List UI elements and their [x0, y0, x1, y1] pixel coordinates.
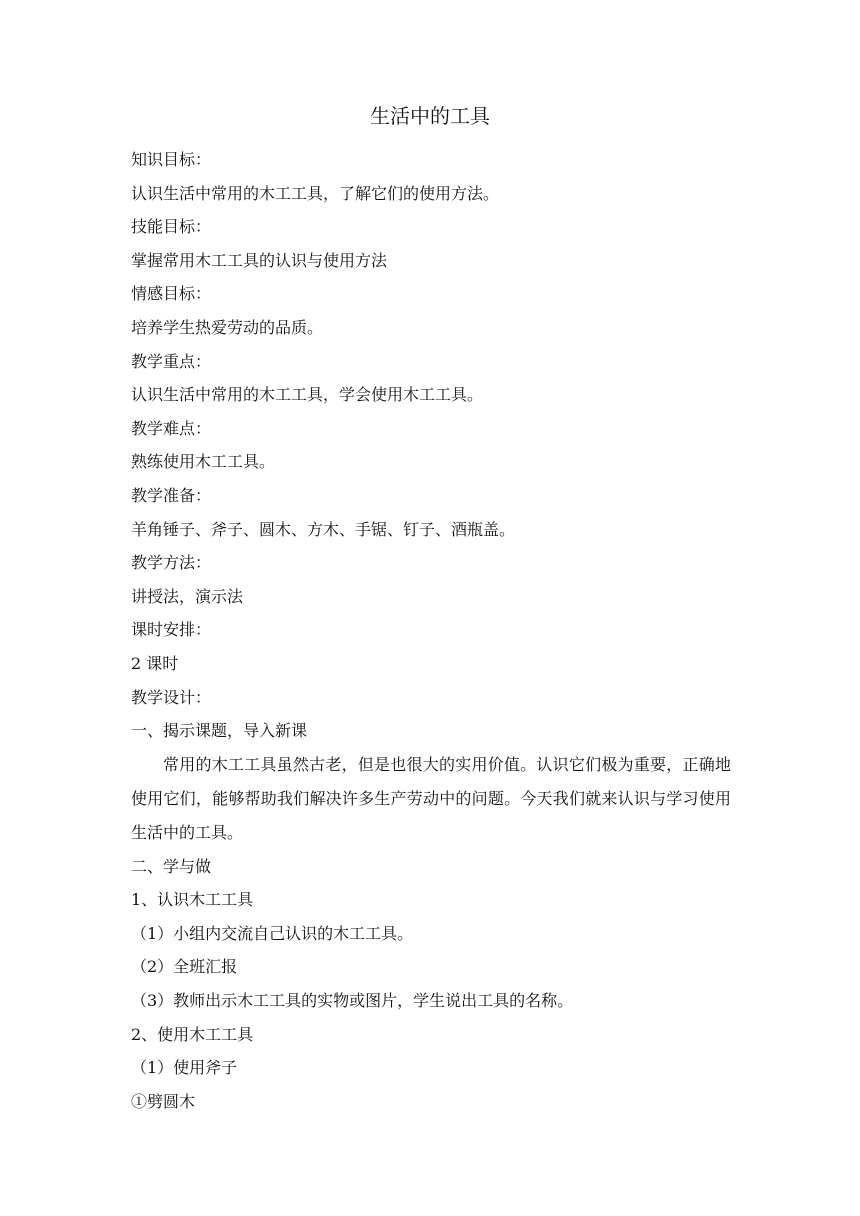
- heading-emotion-goal: 情感目标：: [131, 284, 212, 304]
- heading-key-point: 教学重点：: [131, 351, 212, 371]
- heading-preparation: 教学准备：: [131, 485, 212, 505]
- schedule-text: 2 课时: [131, 653, 179, 673]
- subsection-1-heading: 1、认识木工工具: [131, 890, 254, 910]
- heading-knowledge-goal: 知识目标：: [131, 150, 212, 169]
- heading-schedule: 课时安排：: [131, 620, 212, 640]
- list-item: （3）教师出示木工工具的实物或图片，学生说出工具的名称。: [131, 991, 574, 1011]
- document-body: [131, 143, 731, 1118]
- key-point-text: 认识生活中常用的木工工具，学会使用木工工具。: [131, 385, 484, 405]
- preparation-text: 羊角锤子、斧子、圆木、方木、手锯、钉子、酒瓶盖。: [131, 519, 516, 539]
- section-one-heading: 一、揭示课题，导入新课: [131, 721, 308, 741]
- knowledge-goal-text: 认识生活中常用的木工工具，了解它们的使用方法。: [131, 183, 500, 203]
- difficulty-text: 熟练使用木工工具。: [131, 452, 276, 472]
- list-item: （2）全班汇报: [131, 957, 238, 977]
- emotion-goal-text: 培养学生热爱劳动的品质。: [131, 317, 324, 337]
- document-title: 生活中的工具: [370, 104, 490, 128]
- list-item: ①劈圆木: [131, 1091, 196, 1111]
- list-item: （1）使用斧子: [131, 1058, 238, 1078]
- method-text: 讲授法，演示法: [131, 586, 244, 606]
- section-two-heading: 二、学与做: [131, 856, 212, 876]
- skill-goal-text: 掌握常用木工工具的认识与使用方法: [131, 250, 388, 270]
- intro-paragraph: 常用的木工工具虽然古老，但是也很大的实用价值。认识它们极为重要，正确地使用它们，能够帮助我们解决许多生产劳动中的问题。今天我们就来认识与学习使用生活中的工具。: [131, 754, 731, 842]
- list-item: （1）小组内交流自己认识的木工工具。: [131, 923, 414, 943]
- heading-difficulty: 教学难点：: [131, 418, 212, 438]
- subsection-2-heading: 2、使用木工工具: [131, 1024, 254, 1044]
- heading-method: 教学方法：: [131, 553, 212, 573]
- heading-skill-goal: 技能目标：: [131, 217, 212, 237]
- heading-design: 教学设计：: [131, 687, 212, 707]
